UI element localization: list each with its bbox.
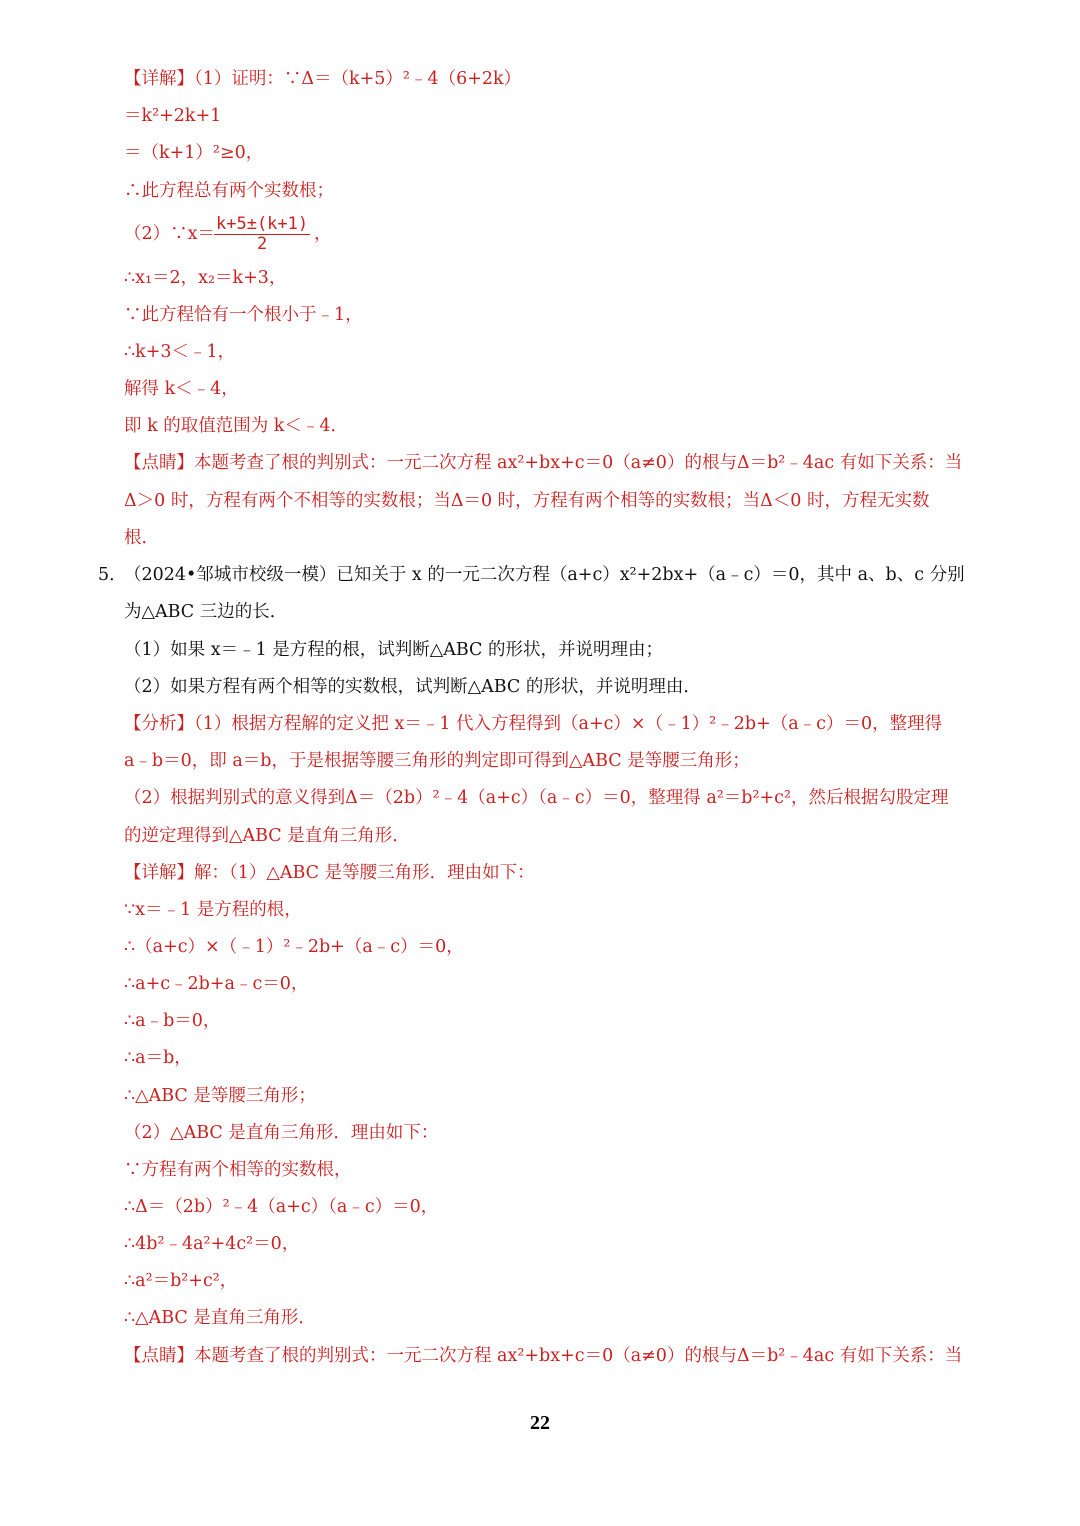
problem-number: 5．	[98, 565, 127, 585]
problem-line: （2024•邹城市校级一模）已知关于 x 的一元二次方程（a+c）x²+2bx+（a﹣c）＝0，其中 a、b、c 分别	[124, 565, 965, 585]
solution-line: ∴（a+c）×（﹣1）²﹣2b+（a﹣c）＝0，	[124, 937, 464, 957]
root-formula-fraction	[214, 214, 310, 253]
problem-subquestion: （1）如果 x＝﹣1 是方程的根，试判断△ABC 的形状，并说明理由；	[124, 640, 663, 660]
solution-line: ∴a＝b，	[124, 1048, 192, 1068]
analysis-line: a﹣b＝0，即 a＝b，于是根据等腰三角形的判定即可得到△ABC 是等腰三角形；	[124, 751, 750, 771]
solution-line: ∴k+3＜﹣1，	[124, 342, 236, 362]
solution-line: 【详解】（1）证明：∵Δ＝（k+5）²﹣4（6+2k）	[124, 69, 522, 89]
solution-line: ∵此方程恰有一个根小于﹣1，	[124, 305, 363, 325]
formula-suffix: ，	[314, 224, 332, 244]
problem-subquestion: （2）如果方程有两个相等的实数根，试判断△ABC 的形状，并说明理由．	[124, 677, 701, 697]
solution-line: ∴4b²﹣4a²+4c²＝0，	[124, 1234, 300, 1254]
solution-line: ∴Δ＝（2b）²﹣4（a+c）（a﹣c）＝0，	[124, 1197, 439, 1217]
fraction-numerator: k+5±(k+1)	[216, 214, 309, 234]
solution-line: ＝k²+2k+1	[124, 106, 222, 126]
comment-line: 【点睛】本题考查了根的判别式：一元二次方程 ax²+bx+c＝0（a≠0）的根与Δ＝b²﹣4ac 有如下关系：当	[124, 1346, 963, 1366]
comment-line: 根．	[124, 528, 159, 548]
comment-line: 【点睛】本题考查了根的判别式：一元二次方程 ax²+bx+c＝0（a≠0）的根与Δ＝b²﹣4ac 有如下关系：当	[124, 453, 963, 473]
solution-line: ∴a+c﹣2b+a﹣c＝0，	[124, 974, 309, 994]
solution-line: ∵x＝﹣1 是方程的根，	[124, 900, 302, 920]
analysis-line: 的逆定理得到△ABC 是直角三角形．	[124, 826, 410, 846]
analysis-line: 【分析】（1）根据方程解的定义把 x＝﹣1 代入方程得到（a+c）×（﹣1）²﹣2b+（a﹣c）＝0，整理得	[124, 714, 943, 734]
solution-line: ＝（k+1）²≥0，	[124, 143, 264, 163]
solution-line: ∴此方程总有两个实数根；	[124, 181, 334, 201]
solution-line: ∴x₁＝2，x₂＝k+3，	[124, 268, 287, 288]
analysis-line: （2）根据判别式的意义得到Δ＝（2b）²﹣4（a+c）（a﹣c）＝0，整理得 a²＝b²+c²，然后根据勾股定理	[124, 788, 949, 808]
solution-line: ∴a﹣b＝0，	[124, 1011, 221, 1031]
formula-prefix: （2）∵x＝	[124, 224, 216, 244]
fraction-denominator: 2	[256, 234, 268, 254]
solution-line: ∴a²＝b²+c²，	[124, 1271, 238, 1291]
solution-line: ∴△ABC 是直角三角形．	[124, 1308, 316, 1328]
solution-line: ∴△ABC 是等腰三角形；	[124, 1086, 316, 1106]
page-number: 22	[530, 1412, 550, 1434]
problem-line: 为△ABC 三边的长．	[124, 602, 288, 622]
solution-line: 解得 k＜﹣4，	[124, 379, 239, 399]
solution-line: 【详解】解：（1）△ABC 是等腰三角形．理由如下：	[124, 863, 535, 883]
solution-line: 即 k 的取值范围为 k＜﹣4．	[124, 416, 349, 436]
solution-line: （2）△ABC 是直角三角形．理由如下：	[124, 1123, 439, 1143]
solution-line: ∵方程有两个相等的实数根，	[124, 1160, 352, 1180]
comment-line: Δ＞0 时，方程有两个不相等的实数根；当Δ＝0 时，方程有两个相等的实数根；当Δ＜0 时，方程无实数	[124, 491, 930, 511]
